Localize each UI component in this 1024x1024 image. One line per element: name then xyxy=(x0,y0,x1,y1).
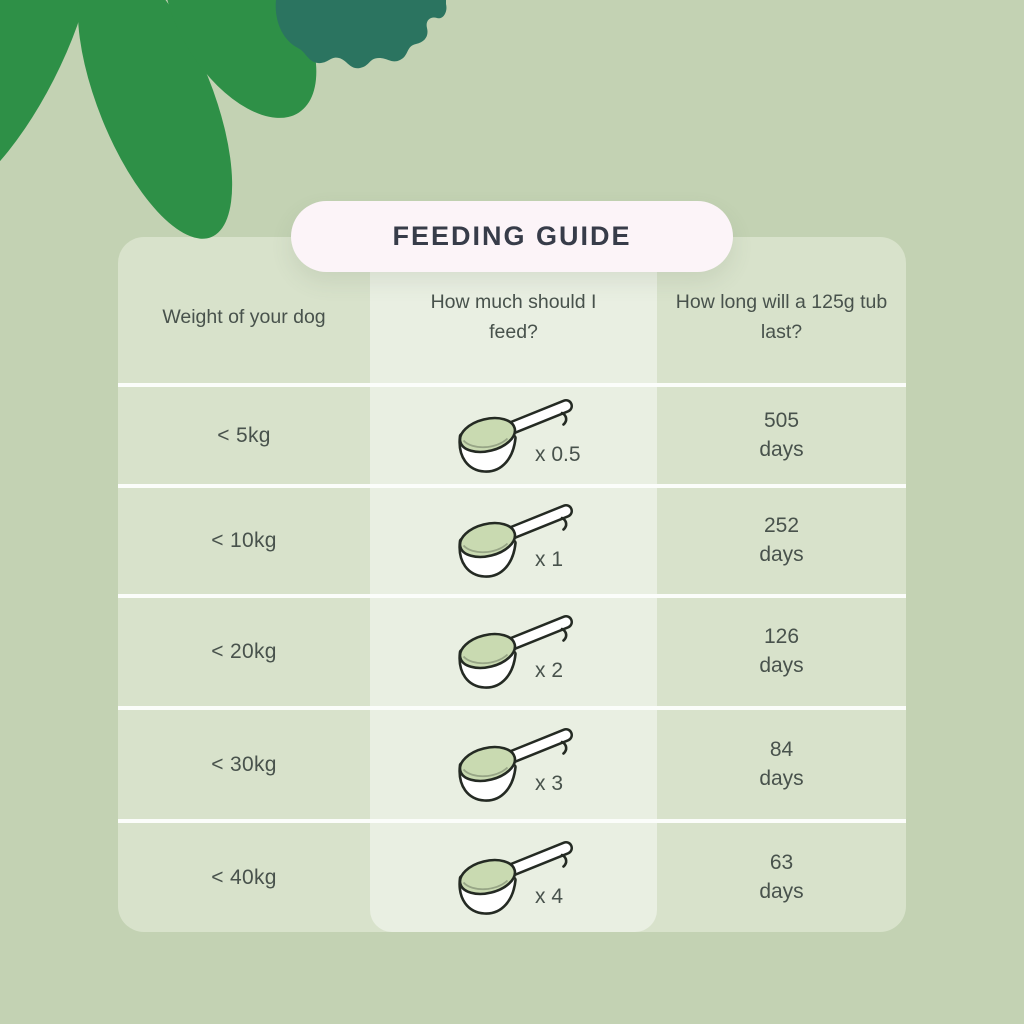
days-cell xyxy=(657,823,906,932)
days-value: 126 xyxy=(763,625,800,649)
leaf-icon xyxy=(46,0,264,258)
days-unit: days xyxy=(759,437,804,461)
table-row xyxy=(118,819,906,932)
measuring-scoop-icon xyxy=(448,396,580,484)
weight-cell: < 20kg xyxy=(211,640,277,663)
measuring-scoop-icon xyxy=(448,838,580,926)
table-row xyxy=(118,484,906,594)
days-cell xyxy=(657,387,906,484)
days-cell xyxy=(657,598,906,706)
measuring-scoop-icon xyxy=(448,501,580,589)
page-title-pill xyxy=(291,201,733,272)
scoop-multiplier-label: x 3 xyxy=(535,771,564,795)
scoop-cell xyxy=(370,488,657,594)
weight-cell: < 40kg xyxy=(211,865,277,889)
weight-cell: < 30kg xyxy=(211,752,277,776)
column-header-duration: How long will a 125g tub last? xyxy=(675,290,888,343)
scoop-multiplier-label: x 1 xyxy=(535,548,564,571)
scoop-cell xyxy=(370,598,657,706)
scoop-multiplier-label: x 0.5 xyxy=(535,442,581,466)
days-unit: days xyxy=(759,766,804,790)
column-header-weight: Weight of your dog xyxy=(162,305,326,328)
days-unit: days xyxy=(759,879,804,903)
leaf-icon xyxy=(133,0,348,144)
days-cell xyxy=(657,710,906,819)
measuring-scoop-icon xyxy=(448,612,580,700)
leaf-icon xyxy=(0,0,123,215)
table-row xyxy=(118,383,906,484)
days-value: 84 xyxy=(769,737,794,761)
days-value: 505 xyxy=(763,408,800,432)
table-row xyxy=(118,594,906,706)
feeding-guide-table xyxy=(118,237,906,932)
feeding-guide-table-panel xyxy=(118,237,906,932)
scoop-cell xyxy=(370,823,657,932)
table-row xyxy=(118,706,906,819)
scoop-cell xyxy=(370,710,657,819)
kale-leaf-icon xyxy=(276,0,447,68)
days-unit: days xyxy=(759,543,804,566)
days-unit: days xyxy=(759,654,804,677)
page-title: FEEDING GUIDE xyxy=(392,221,632,251)
scoop-cell xyxy=(370,387,657,484)
weight-cell: < 10kg xyxy=(211,529,277,552)
days-cell xyxy=(657,488,906,594)
measuring-scoop-icon xyxy=(448,725,580,813)
days-value: 252 xyxy=(763,514,800,538)
weight-cell: < 5kg xyxy=(217,423,271,447)
scoop-multiplier-label: x 2 xyxy=(535,659,564,682)
days-value: 63 xyxy=(769,850,794,874)
scoop-multiplier-label: x 4 xyxy=(535,884,564,908)
column-header-amount: How much should I feed? xyxy=(430,290,597,343)
